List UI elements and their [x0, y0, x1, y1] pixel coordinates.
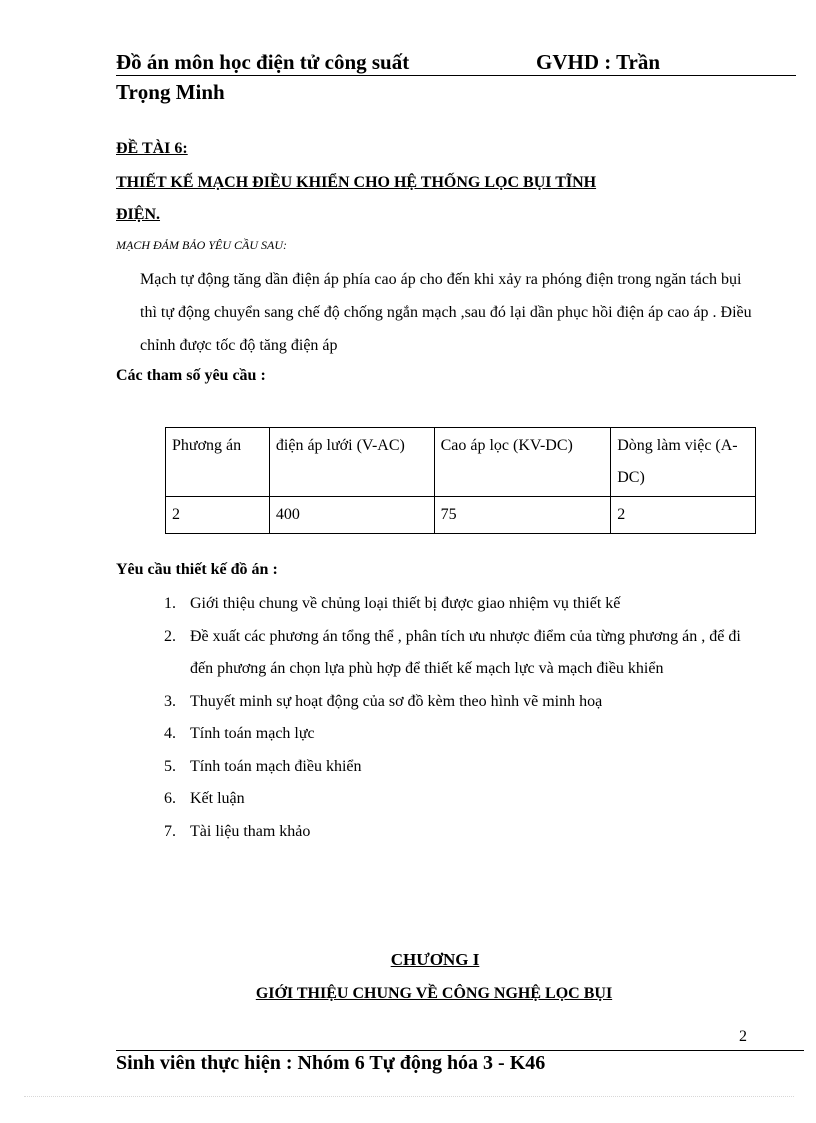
topic-label: ĐỀ TÀI 6: — [116, 140, 188, 157]
list-item-text: Đề xuất các phương án tổng thể , phân tích ưu nhược điểm của từng phương án , để đi đến phương án chọn lựa phù hợp để thiết kế mạch lực và mạch điều khiển — [190, 627, 741, 677]
table-header-cell: Cao áp lọc (KV-DC) — [434, 428, 611, 497]
design-list — [164, 588, 760, 848]
header-divider — [116, 75, 796, 76]
list-item: 4. Tính toán mạch lực — [164, 725, 315, 742]
requirements-paragraph: Mạch tự động tăng dần điện áp phía cao áp cho đến khi xảy ra phóng điện trong ngăn tách bụi thì tự động chuyển sang chế độ chống ngắn mạch ,sau đó lại dần phục hồi điện áp cao áp . Điều chỉnh được tốc độ tăng điện áp — [140, 271, 752, 354]
table-cell: 2 — [166, 497, 270, 534]
page-number: 2 — [739, 1028, 747, 1045]
list-item-text: Thuyết minh sự hoạt động của sơ đồ kèm theo hình vẽ minh hoạ — [190, 692, 603, 710]
header-course-title: Đồ án môn học điện tử công suất — [116, 50, 410, 74]
table-header-cell: điện áp lưới (V-AC) — [269, 428, 434, 497]
table-row — [166, 497, 756, 534]
list-item: 3. Thuyết minh sự hoạt động của sơ đồ kèm theo hình vẽ minh hoạ — [164, 692, 603, 710]
list-item: 7. Tài liệu tham khảo — [164, 822, 311, 840]
topic-title-line2: ĐIỆN. — [116, 206, 161, 223]
design-heading: Yêu cầu thiết kế đồ án : — [116, 561, 278, 578]
table-header-cell: Dòng làm việc (A-DC) — [611, 428, 756, 497]
table-cell: 400 — [269, 497, 434, 534]
header-advisor: GVHD : Trần — [536, 50, 661, 74]
list-item: 6. Kết luận — [164, 790, 245, 807]
list-item: 5. Tính toán mạch điều khiển — [164, 757, 362, 775]
list-item: 2. Đề xuất các phương án tổng thể , phân tích ưu nhược điểm của từng phương án , để đi đến phương án chọn lựa phù hợp để thiết kế mạch lực và mạch điều khiển — [164, 627, 741, 677]
list-item-text: Tính toán mạch điều khiển — [190, 757, 362, 775]
header-advisor-name: Trọng Minh — [116, 80, 225, 104]
list-item-text: Tài liệu tham khảo — [190, 822, 311, 840]
list-item-text: Kết luận — [190, 790, 245, 807]
table-header-cell: Phương án — [166, 428, 270, 497]
chapter-subtitle: GIỚI THIỆU CHUNG VỀ CÔNG NGHỆ LỌC BỤI — [255, 985, 613, 1002]
requirements-heading: MẠCH ĐẢM BẢO YÊU CẦU SAU: — [116, 238, 287, 252]
page-bottom-edge — [24, 1096, 794, 1097]
table-header-row — [166, 428, 756, 497]
params-heading: Các tham số yêu cầu : — [116, 367, 266, 384]
list-item-text: Tính toán mạch lực — [190, 725, 315, 742]
topic-title-line1: THIẾT KẾ MẠCH ĐIỀU KHIỂN CHO HỆ THỐNG LỌC BỤI TĨNH — [116, 174, 597, 191]
params-table — [165, 427, 756, 534]
table-cell: 75 — [434, 497, 611, 534]
footer-divider — [116, 1050, 804, 1051]
list-item-text: Giới thiệu chung về chủng loại thiết bị được giao nhiệm vụ thiết kế — [190, 595, 621, 612]
table-cell: 2 — [611, 497, 756, 534]
footer-text: Sinh viên thực hiện : Nhóm 6 Tự động hóa 3 - K46 — [116, 1052, 546, 1074]
list-item: 1. Giới thiệu chung về chủng loại thiết bị được giao nhiệm vụ thiết kế — [164, 595, 621, 612]
chapter-title: CHƯƠNG I — [390, 950, 480, 969]
